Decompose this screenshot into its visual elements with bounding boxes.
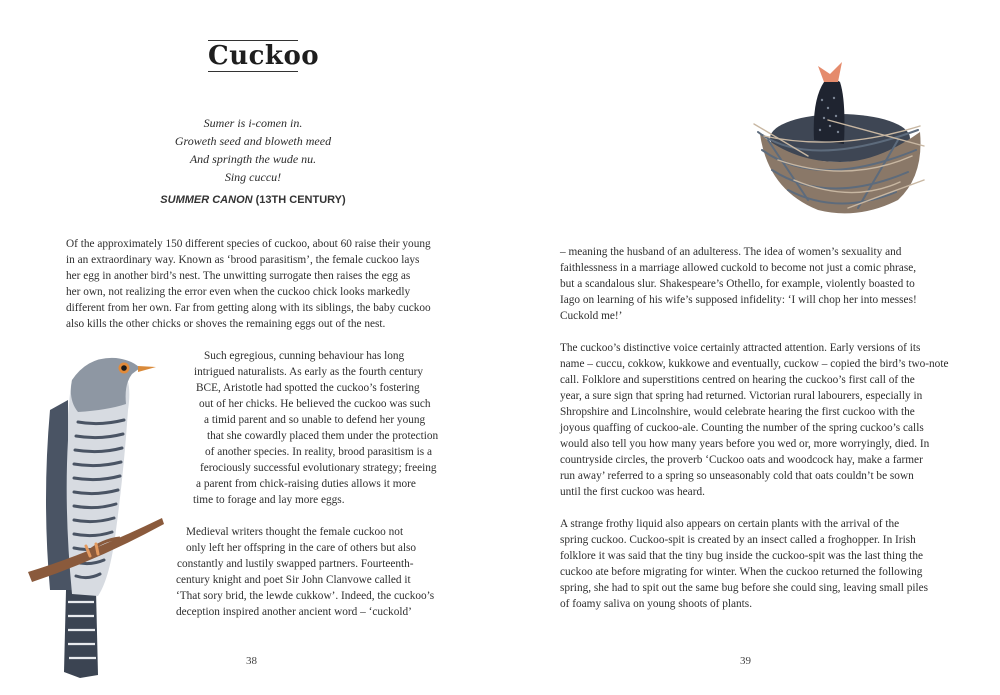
- chick-gape: [818, 62, 842, 82]
- epigraph-attribution: [140, 194, 366, 206]
- body-line: but a scandalous slur. Shakespeare’s Othello, for example, violently boasted to: [560, 278, 915, 290]
- body-line: Shropshire and Lincolnshire, would celebrate hearing the first cuckoo with the: [560, 406, 915, 418]
- body-line: Iago on learning of his wife’s supposed infidelity: ‘I will chop her into messes!: [560, 294, 917, 306]
- body-line: The cuckoo’s distinctive voice certainly attracted attention. Early versions of its: [560, 342, 921, 354]
- cuckoo-bird-illustration: [28, 340, 178, 685]
- body-line: joyous quaffing of cuckoo-ale. Counting the number of the spring cuckoo’s calls: [560, 422, 924, 434]
- verse-line: Sumer is i-comen in.: [203, 116, 303, 130]
- body-line: only left her offspring in the care of others but also: [186, 542, 417, 554]
- body-line: Of the approximately 150 different species of cuckoo, about 60 raise their young: [66, 238, 431, 250]
- body-line: ferociously successful evolutionary strategy; freeing: [200, 462, 437, 474]
- body-line: spring cuckoo. Cuckoo-spit is created by an insect called a froghopper. In Irish: [560, 534, 916, 546]
- body-line: of foamy saliva on young shoots of plants.: [560, 598, 753, 610]
- body-line: run away’ referred to a spring so unseasonably cold that oats couldn’t be sown: [560, 470, 914, 482]
- body-line: intrigued naturalists. As early as the fourth century: [194, 366, 424, 378]
- body-line: faithlessness in a marriage allowed cuckold to become not just a comic phrase,: [560, 262, 917, 274]
- body-line: cuckoo ate before migrating for winter. When the cuckoo returned the following: [560, 566, 923, 578]
- cuckoo-beak: [138, 366, 156, 372]
- body-line: until the first cuckoo was heard.: [560, 486, 705, 498]
- body-line: her egg in another bird’s nest. The unwitting surrogate then raises the egg as: [66, 270, 411, 282]
- body-line: also kills the other chicks or shoves the remaining eggs out of the nest.: [66, 318, 386, 330]
- page-number-left: 38: [246, 655, 257, 667]
- body-line: Medieval writers thought the female cuckoo not: [186, 526, 404, 538]
- verse-line: Sing cuccu!: [224, 170, 282, 184]
- body-line: A strange frothy liquid also appears on certain plants with the arrival of the: [560, 518, 900, 530]
- body-line: name – cuccu, cokkow, kukkowe and eventually, cuckow – copied the bird’s two-note: [560, 358, 949, 370]
- body-line: of another species. In reality, brood parasitism is a: [205, 446, 433, 458]
- body-line: would also tell you how many years before you wed or, more worryingly, died. In: [560, 438, 930, 450]
- verse-line: Groweth seed and bloweth meed: [174, 134, 332, 148]
- body-line: out of her chicks. He believed the cuckoo was such: [199, 398, 431, 410]
- body-line: a parent from chick-raising duties allows it more: [196, 478, 416, 490]
- cuckoo-tail: [64, 590, 98, 678]
- body-line: Cuckold me!’: [560, 310, 623, 322]
- body-line: ‘That sory brid, the lewde cukkow’. Indeed, the cuckoo’s: [176, 590, 435, 602]
- body-line: – meaning the husband of an adulteress. The idea of women’s sexuality and: [560, 246, 902, 258]
- body-line: in an extraordinary way. Known as ‘brood parasitism’, the female cuckoo lays: [66, 254, 420, 266]
- page-number-right: 39: [740, 655, 751, 667]
- body-line: constantly and lustily swapped partners. Fourteenth-: [177, 558, 414, 570]
- cuckoo-head: [71, 358, 140, 412]
- epigraph-verse: [140, 114, 366, 186]
- body-line: year, a sure sign that spring had returned. Victorian rural labourers, especially in: [560, 390, 923, 402]
- body-line: century knight and poet Sir John Clanvowe called it: [176, 574, 411, 586]
- body-line: countryside circles, the proverb ‘Cuckoo oats and woodcock hay, make a farmer: [560, 454, 923, 466]
- body-line: a timid parent and so unable to defend her young: [204, 414, 426, 426]
- title-block: [208, 40, 320, 72]
- verse-line: And springth the wude nu.: [189, 152, 317, 166]
- body-line: her own, not realizing the error even when the cuckoo chick looks markedly: [66, 286, 411, 298]
- body-line: deception inspired another ancient word – ‘cuckold’: [176, 606, 412, 618]
- body-line: Such egregious, cunning behaviour has long: [204, 350, 405, 362]
- body-line: that she cowardly placed them under the protection: [207, 430, 439, 442]
- page-title: Cuckoo: [208, 41, 320, 71]
- body-line: call. Folklore and superstitions centred on hearing the cuckoo’s first call of the: [560, 374, 915, 386]
- title-rule-bottom: [208, 71, 298, 72]
- nest-with-chick-illustration: [748, 60, 928, 230]
- body-line: time to forage and lay more eggs.: [193, 494, 345, 506]
- right-page: [500, 0, 1000, 695]
- attribution-century: (13TH CENTURY): [252, 194, 346, 206]
- body-line: folklore it was said that the tiny bug inside the cuckoo-spit was the last thing the: [560, 550, 924, 562]
- body-line: spring, she had to spit out the same bug before she could sing, leaving small piles: [560, 582, 929, 594]
- chick-body: [814, 79, 845, 144]
- attribution-title: SUMMER CANON: [160, 194, 253, 206]
- body-line: different from her own. Far from getting along with its siblings, the baby cuckoo: [66, 302, 431, 314]
- body-line: BCE, Aristotle had spotted the cuckoo’s fostering: [196, 382, 420, 394]
